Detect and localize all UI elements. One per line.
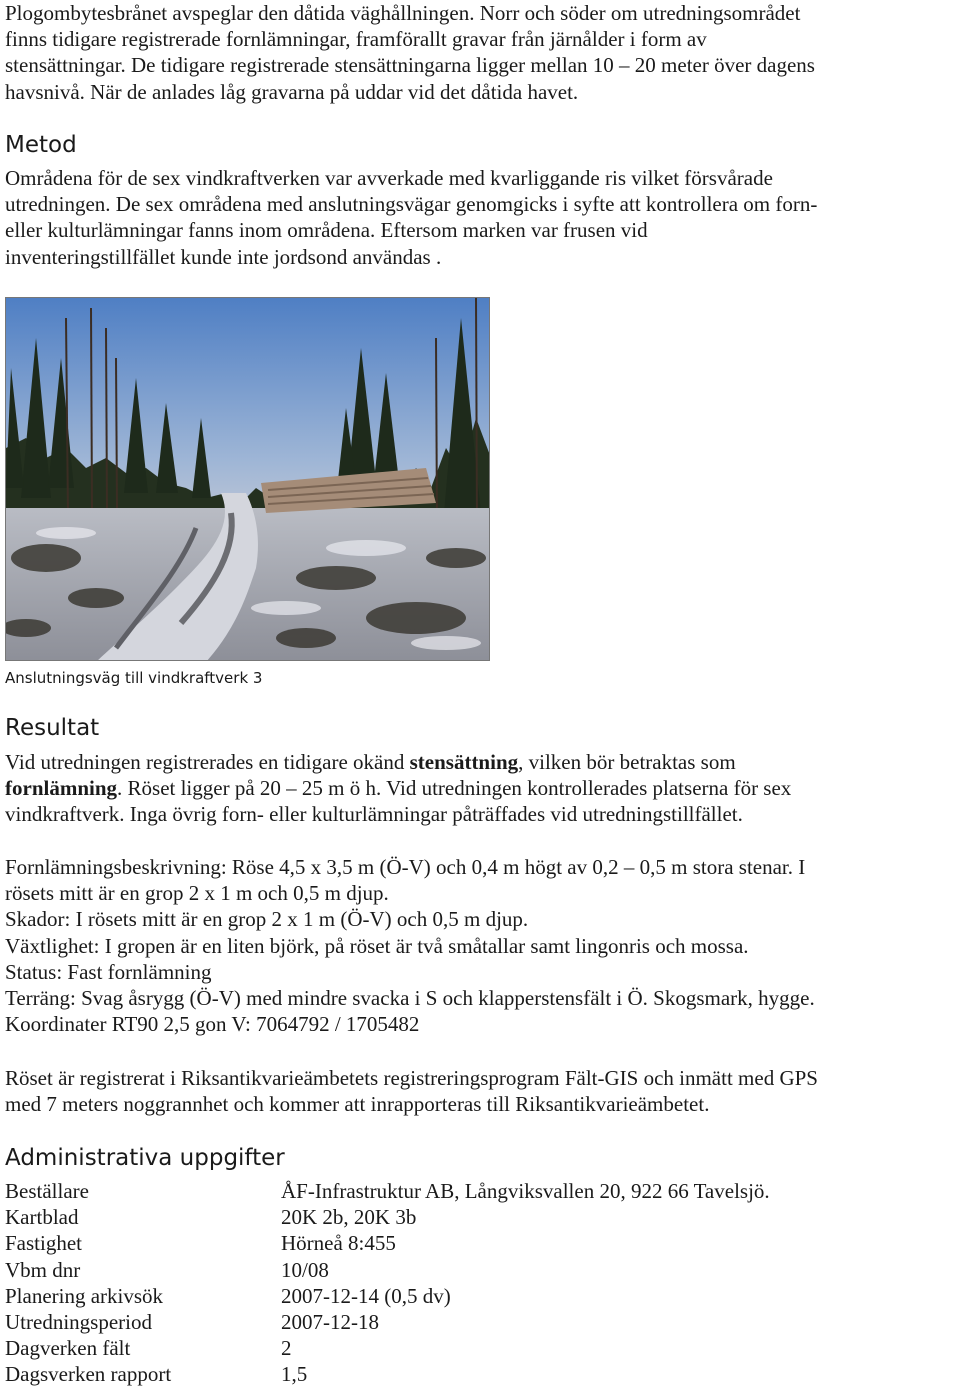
beskrivning-line: Koordinater RT90 2,5 gon V: 7064792 / 1705482 bbox=[5, 1012, 420, 1037]
table-row bbox=[5, 1257, 770, 1283]
admin-label: Dagverken fält bbox=[5, 1336, 131, 1361]
stensattning-term: stensättning bbox=[409, 750, 519, 774]
admin-table bbox=[5, 1178, 770, 1388]
admin-value: 10/08 bbox=[281, 1257, 329, 1282]
admin-label: Fastighet bbox=[5, 1231, 82, 1256]
registrering-line: Röset är registrerat i Riksantikvarieämbetets registreringsprogram Fält-GIS och inmätt med GPS bbox=[5, 1066, 818, 1090]
registrering-paragraph bbox=[5, 1065, 818, 1117]
resultat-text: Vid utredningen registrerades en tidigare okänd bbox=[5, 750, 410, 774]
admin-value: 2007-12-18 bbox=[281, 1310, 379, 1335]
beskrivning-line: Fornlämningsbeskrivning: Röse 4,5 x 3,5 m (Ö-V) och 0,4 m högt av 0,2 – 0,5 m stora stenar. I bbox=[5, 855, 806, 879]
table-row bbox=[5, 1335, 770, 1361]
resultat-heading: Resultat bbox=[5, 715, 100, 741]
admin-value: 20K 2b, 20K 3b bbox=[281, 1205, 417, 1230]
figure-caption: Anslutningsväg till vindkraftverk 3 bbox=[5, 669, 263, 687]
admin-label: Dagsverken rapport bbox=[5, 1362, 172, 1387]
resultat-text: , vilken bör betraktas som bbox=[518, 750, 736, 774]
admin-value: 2 bbox=[281, 1336, 292, 1361]
beskrivning-line: rösets mitt är en grop 2 x 1 m och 0,5 m djup. bbox=[5, 881, 389, 906]
registrering-line: med 7 meters noggrannhet och kommer att inrapporteras till Riksantikvarieämbetet. bbox=[5, 1092, 710, 1117]
metod-line: utredningen. De sex områdena med anslutningsvägar genomgicks i syfte att kontrollera om forn- bbox=[5, 192, 818, 217]
admin-value: Hörneå 8:455 bbox=[281, 1231, 396, 1256]
resultat-line: vindkraftverk. Inga övrig forn- eller kulturlämningar påträffades vid utredningstillfället. bbox=[5, 802, 743, 827]
metod-line: eller kulturlämningar fanns inom områdena. Eftersom marken var frusen vid bbox=[5, 218, 648, 243]
table-row bbox=[5, 1204, 770, 1230]
forest-road-photo bbox=[5, 297, 490, 661]
metod-heading: Metod bbox=[5, 132, 77, 158]
intro-line: finns tidigare registrerade fornlämningar, framförallt gravar från järnålder i form av bbox=[5, 27, 707, 52]
admin-value: ÅF-Infrastruktur AB, Långviksvallen 20, 922 66 Tavelsjö. bbox=[281, 1179, 770, 1203]
admin-label: Planering arkivsök bbox=[5, 1283, 164, 1308]
fornlamning-term: fornlämning bbox=[5, 776, 118, 801]
admin-value: 2007-12-14 (0,5 dv) bbox=[281, 1283, 451, 1308]
admin-label: Kartblad bbox=[5, 1205, 79, 1230]
beskrivning-line: Terräng: Svag åsrygg (Ö-V) med mindre svacka i S och klapperstensfält i Ö. Skogsmark, hygge. bbox=[5, 986, 815, 1011]
table-row bbox=[5, 1283, 770, 1309]
intro-line: havsnivå. När de anlades låg gravarna på uddar vid det dåtida havet. bbox=[5, 79, 579, 104]
admin-label: Beställare bbox=[5, 1179, 89, 1203]
table-row bbox=[5, 1309, 770, 1335]
resultat-paragraph bbox=[5, 749, 791, 828]
resultat-text: . Röset ligger på 20 – 25 m ö h. Vid utredningen kontrollerades platserna för sex bbox=[117, 776, 792, 801]
intro-line: stensättningar. De tidigare registrerade stensättningarna ligger mellan 10 – 20 meter över dagens bbox=[5, 53, 815, 78]
intro-line: Plogombytesbrånet avspeglar den dåtida väghållningen. Norr och söder om utredningsområdet bbox=[5, 1, 801, 25]
table-row bbox=[5, 1230, 770, 1256]
admin-label: Vbm dnr bbox=[5, 1257, 81, 1282]
resultat-line bbox=[5, 775, 791, 801]
admin-heading: Administrativa uppgifter bbox=[5, 1145, 285, 1171]
beskrivning-line: Växtlighet: I gropen är en liten björk, på röset är två småtallar samt lingonris och mossa. bbox=[5, 933, 749, 958]
beskrivning-block bbox=[5, 854, 815, 1037]
beskrivning-line: Status: Fast fornlämning bbox=[5, 959, 212, 984]
forest-road-illustration bbox=[6, 298, 490, 661]
table-row bbox=[5, 1361, 770, 1387]
intro-paragraph bbox=[5, 0, 815, 105]
admin-value: 1,5 bbox=[281, 1362, 308, 1387]
metod-line: inventeringstillfället kunde inte jordsond användas . bbox=[5, 244, 442, 269]
beskrivning-line: Skador: I rösets mitt är en grop 2 x 1 m (Ö-V) och 0,5 m djup. bbox=[5, 907, 529, 932]
table-row bbox=[5, 1178, 770, 1204]
admin-label: Utredningsperiod bbox=[5, 1310, 152, 1335]
metod-line: Områdena för de sex vindkraftverken var avverkade med kvarliggande ris vilket försvårade bbox=[5, 166, 773, 190]
resultat-line bbox=[5, 749, 791, 775]
metod-paragraph bbox=[5, 165, 817, 270]
